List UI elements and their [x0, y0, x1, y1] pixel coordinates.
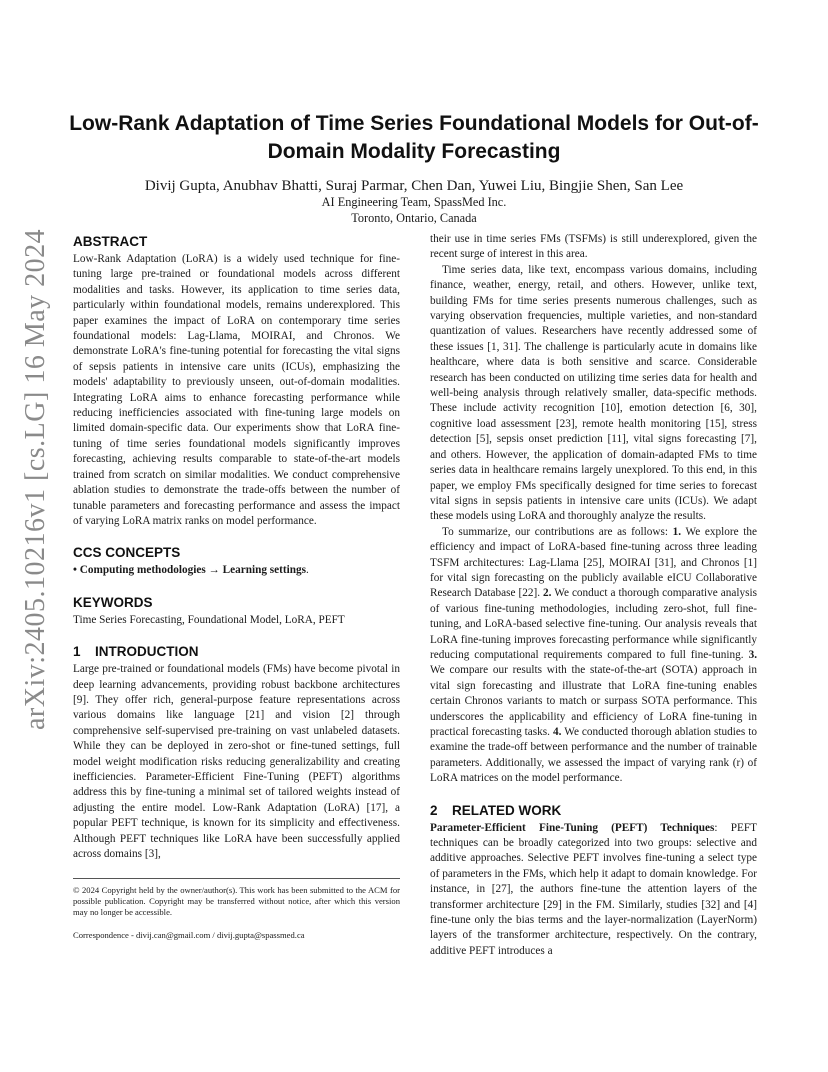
- introduction-heading: [73, 642, 400, 662]
- paper-title: Low-Rank Adaptation of Time Series Foundational Models for Out-of-Domain Modality Forecasting: [69, 112, 759, 163]
- ccs-text: [73, 563, 400, 578]
- introduction-paragraph-continued: their use in time series FMs (TSFMs) is still underexplored, given the recent surge of interest in this area.: [430, 233, 757, 261]
- section-title: INTRODUCTION: [95, 644, 199, 660]
- peft-run-in-heading: Parameter-Efficient Fine-Tuning (PEFT) Techniques: [430, 821, 715, 834]
- contrib-3: We compare our results with the state-of-the-art (SOTA) approach in vital sign forecasting and illustrate that LoRA fine-tuning enables certain Chronos variants to match or surpass SOTA performance. This underscores the applicability and efficiency of LoRA fine-tuning in practical forecasting tasks.: [430, 664, 757, 738]
- contrib-1: We explore the efficiency and impact of LoRA-based fine-tuning across three leading TSFM architectures: Lag-Llama [25], MOIRAI [31], and Chronos [1] for vital sign forecasting on the publicly available eICU Collaborative Research Database [22].: [430, 525, 757, 600]
- correspondence-note: Correspondence - divij.can@gmail.com / divij.gupta@spassmed.ca: [73, 930, 305, 940]
- ccs-heading: CCS CONCEPTS: [73, 545, 181, 561]
- peft-text: : PEFT techniques can be broadly categorized into two groups: selective and additive approaches. Selective PEFT involves fine-tuning a select type of parameters in the FMs, which help it adapt to domain knowledge. For instance, in [27], the authors fine-tune the attention layers of the transformer architecture [29] in the FM. Similarly, studies [32] and [4] fine-tune only the bias terms and the layer-normalization (LayerNorm) layers of the transformer architecture, respectively. On the contrary, additive PEFT introduces a: [430, 821, 757, 957]
- copyright-notice: © 2024 Copyright held by the owner/author(s). This work has been submitted to the ACM for possible publication. Copyright may be transferred without notice, after which this version may no longer be accessible.: [73, 885, 400, 917]
- contrib-4: We conducted thorough ablation studies to examine the trade-off between performance and the number of trainable parameters. Additionally, we assessed the impact of varying rank (r) of LoRA matrices on the model performance.: [430, 726, 757, 785]
- section-number: 2: [430, 802, 438, 818]
- contrib-4-number: 4.: [553, 726, 562, 738]
- contrib-1-number: 1.: [672, 525, 682, 538]
- related-work-paragraph: [430, 821, 757, 960]
- right-column: [430, 232, 757, 959]
- location: Toronto, Ontario, Canada: [351, 211, 477, 225]
- contrib-3-number: 3.: [748, 648, 757, 661]
- ccs-tail: .: [306, 564, 309, 577]
- abstract-text: Low-Rank Adaptation (LoRA) is a widely used technique for fine-tuning large pre-trained or foundational models across different modalities and tasks. However, its application to time series data, particularly within foundational models, remains underexplored. This paper examines the impact of LoRA on contemporary time series foundational models: Lag-Llama, MOIRAI, and Chronos. We demonstrate LoRA's fine-tuning potential for forecasting the vital signs of sepsis patients in intensive care units (ICUs), emphasizing the models' adaptability to previously unseen, out-of-domain modalities. Integrating LoRA aims to enhance forecasting performance while reducing inefficiencies associated with fine-tuning large models on limited domain-specific data. Our experiments show that LoRA fine-tuning of time series foundational models significantly improves forecasting, achieving results comparable to state-of-the-art models trained from scratch on similar modalities. We conduct comprehensive ablation studies to demonstrate the trade-offs between the number of tunable parameters and forecasting performance and assess the impact of varying LoRA matrix ranks on model performance.: [73, 253, 400, 527]
- introduction-paragraph-2: Time series data, like text, encompass various domains, including finance, weather, energy, retail, and others. However, unlike text, building FMs for time series presents numerous challenges, such as varying observation frequencies, multiple varieties, and non-standard quantization of values. Researchers have recently addressed some of these issues [1, 31]. The challenge is particularly acute in domains like healthcare, where data is both sensitive and scarce. Considerable research has been conducted on utilizing time series data for health and well-being analysis through relatively smaller, data-specific methods. These include activity recognition [10], emotion detection [6, 30], cognitive load assessment [23], remote health monitoring [15], stress detection [5], sepsis onset prediction [11], vital signs forecasting [7], and others. However, the application of domain-adapted FMs to time series data in healthcare remains largely unexplored. To this end, in this paper, we employ FMs specifically designed for time series to forecast vital signs in sepsis patients in intensive care units (ICUs). We adapt these models using LoRA and thoroughly analyze the results.: [430, 263, 757, 523]
- arxiv-identifier: arXiv:2405.10216v1 [cs.LG] 16 May 2024: [20, 228, 51, 730]
- ccs-concept: • Computing methodologies → Learning settings: [73, 564, 307, 577]
- contrib-2-number: 2.: [543, 587, 552, 600]
- footnote-area: [73, 878, 400, 941]
- keywords-heading: KEYWORDS: [73, 594, 153, 610]
- left-column: [73, 232, 400, 862]
- keywords-text: Time Series Forecasting, Foundational Model, LoRA, PEFT: [73, 613, 345, 626]
- author-list: Divij Gupta, Anubhav Bhatti, Suraj Parmar, Chen Dan, Yuwei Liu, Bingjie Shen, San Lee: [144, 178, 684, 194]
- introduction-paragraph: Large pre-trained or foundational models (FMs) have become pivotal in deep learning advancements, providing robust backbone architectures [9]. They offer rich, general-purpose feature representations across various domains like language [21] and vision [2] through comprehensive self-supervised pre-training on vast unlabeled datasets. While they can be deployed in zero-shot or fine-tuned settings, full model weight modification risks reducing generalizability and creating inefficiencies. Parameter-Efficient Fine-Tuning (PEFT) algorithms address this by fine-tuning a minimal set of tailored weights instead of adjusting the entire model. Low-Rank Adaptation (LoRA) [17], a popular PEFT technique, is known for its simplicity and effectiveness. Although PEFT techniques like LoRA have been successfully applied across domains [3],: [73, 663, 400, 860]
- section-title: RELATED WORK: [452, 802, 562, 818]
- contrib-2: We conduct a thorough comparative analysis of various fine-tuning methodologies, including zero-shot, full fine-tuning, and LoRA-based selective fine-tuning. Our analysis reveals that LoRA fine-tuning improves forecasting performance while significantly reducing computational requirements compared to full fine-tuning.: [430, 587, 757, 661]
- affiliation: AI Engineering Team, SpassMed Inc.: [321, 195, 507, 209]
- abstract-heading: ABSTRACT: [73, 234, 148, 249]
- related-work-heading: [430, 801, 757, 821]
- contrib-lead: To summarize, our contributions are as follows:: [442, 525, 673, 538]
- contributions-paragraph: [430, 525, 757, 787]
- section-number: 1: [73, 644, 81, 660]
